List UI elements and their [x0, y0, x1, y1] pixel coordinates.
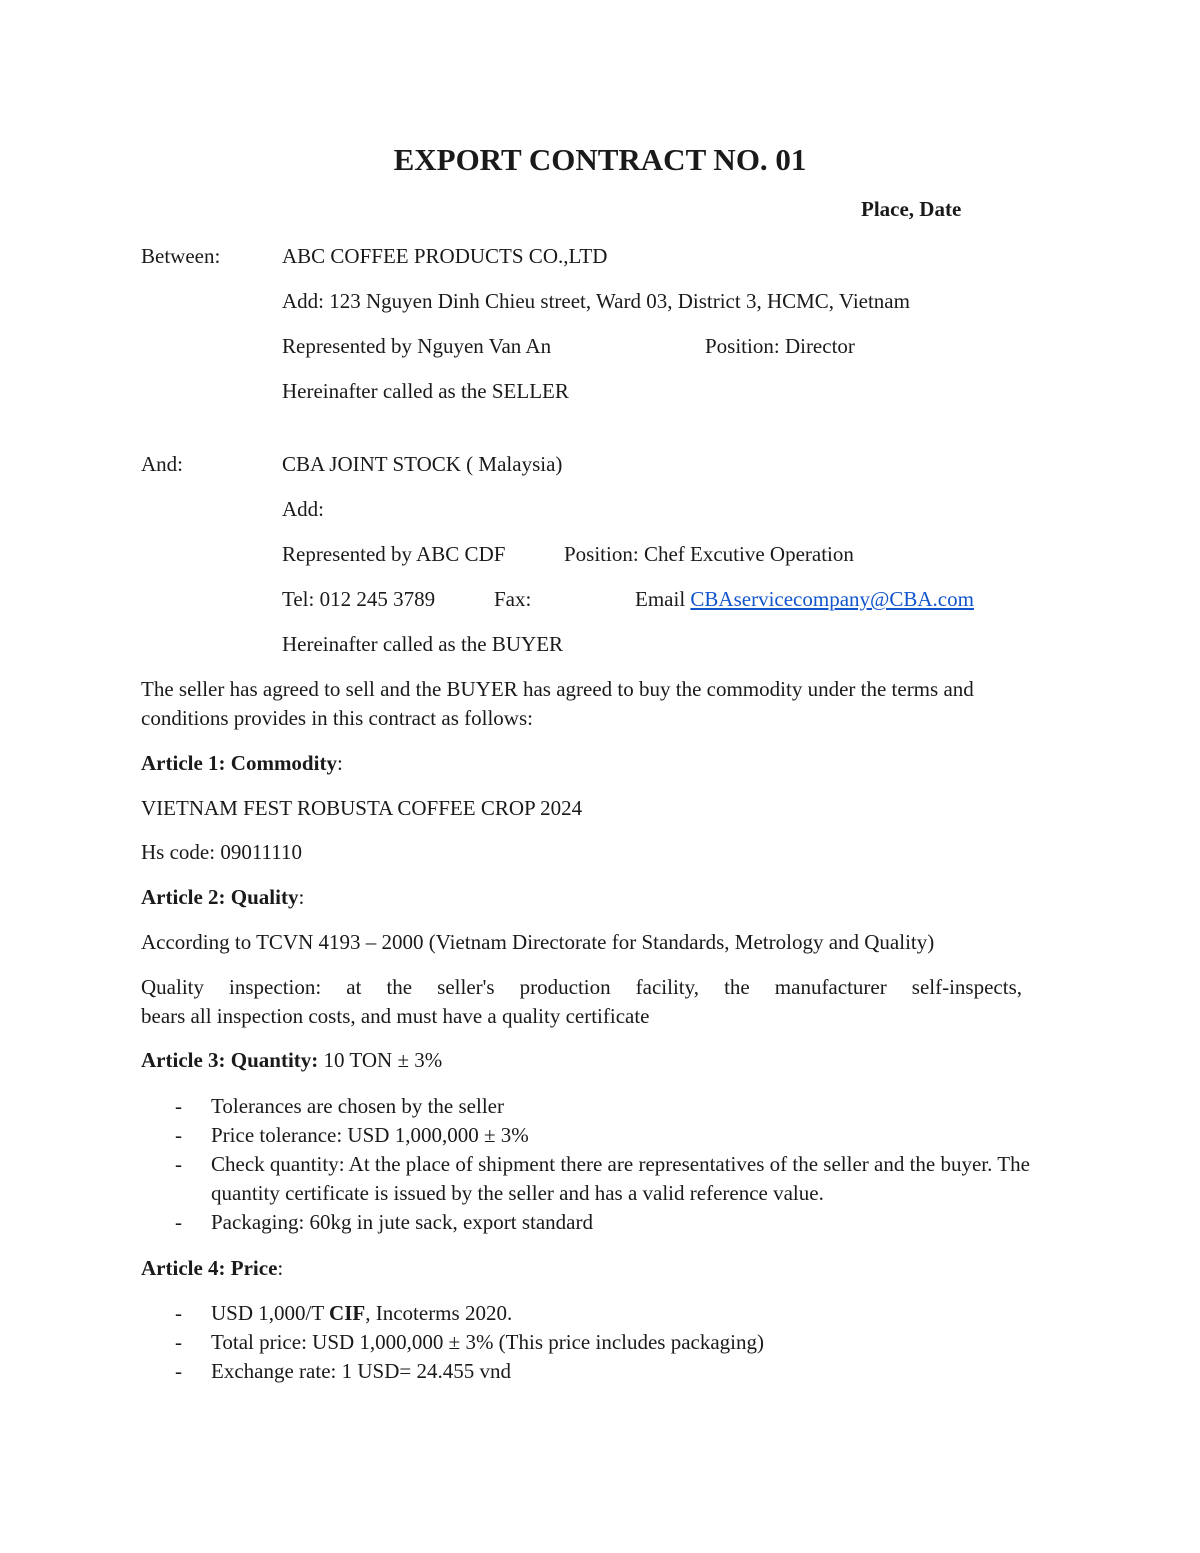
- article1-colon: :: [336, 751, 343, 775]
- article2-colon: :: [298, 885, 305, 909]
- dash-marker: -: [175, 1094, 182, 1118]
- article3-list: [141, 1092, 1041, 1237]
- article3-heading-row: [141, 1047, 442, 1074]
- seller-name: ABC COFFEE PRODUCTS CO.,LTD: [282, 244, 608, 268]
- article2-inspection-line1: Quality inspection: at the seller's production facility, the manufacturer self-inspects,: [141, 975, 1022, 999]
- buyer-address: Add:: [282, 497, 324, 521]
- list-item: [141, 1357, 1041, 1386]
- intro-paragraph: The seller has agreed to sell and the BUYER has agreed to buy the commodity under the terms and conditions provides in this contract as follows:: [141, 677, 974, 730]
- buyer-fax: Fax:: [494, 587, 532, 611]
- list-item: [141, 1299, 1041, 1328]
- article1-commodity: VIETNAM FEST ROBUSTA COFFEE CROP 2024: [141, 796, 583, 820]
- list-item: [141, 1208, 1041, 1237]
- place-date: Place, Date: [861, 197, 962, 221]
- dash-marker: -: [175, 1123, 182, 1147]
- list-item-text: USD 1,000/T: [211, 1301, 330, 1325]
- article3-value: 10 TON ± 3%: [318, 1048, 443, 1072]
- article4-colon: :: [277, 1256, 284, 1280]
- article2-inspection-line2: bears all inspection costs, and must have a quality certificate: [141, 1004, 650, 1028]
- contract-title: EXPORT CONTRACT NO. 01: [393, 142, 807, 177]
- list-item: [141, 1092, 1041, 1121]
- list-item-text: Price tolerance: USD 1,000,000 ± 3%: [211, 1123, 529, 1147]
- list-item: [141, 1328, 1041, 1357]
- article2-heading-row: [141, 884, 304, 911]
- list-item-text: Check quantity: At the place of shipment there are representatives of the seller and the buyer. The quantity certificate is issued by the seller and has a valid reference value.: [211, 1152, 1030, 1205]
- buyer-email-row: [635, 586, 974, 613]
- list-item: [141, 1121, 1041, 1150]
- buyer-email-link[interactable]: CBAservicecompany@CBA.com: [690, 587, 974, 611]
- buyer-represented: Represented by ABC CDF: [282, 542, 506, 566]
- dash-marker: -: [175, 1301, 182, 1325]
- article4-list: [141, 1299, 1041, 1386]
- list-item-text: Exchange rate: 1 USD= 24.455 vnd: [211, 1359, 511, 1383]
- article3-heading: Article 3: Quantity:: [141, 1048, 319, 1072]
- seller-label: Between:: [141, 244, 221, 268]
- buyer-tel: Tel: 012 245 3789: [282, 587, 436, 611]
- buyer-position: Position: Chef Excutive Operation: [564, 542, 854, 566]
- article2-standard: According to TCVN 4193 – 2000 (Vietnam Directorate for Standards, Metrology and Quality): [141, 930, 935, 954]
- dash-marker: -: [175, 1210, 182, 1234]
- buyer-name: CBA JOINT STOCK ( Malaysia): [282, 452, 563, 476]
- dash-marker: -: [175, 1330, 182, 1354]
- article4-heading-row: [141, 1255, 283, 1282]
- article2-heading: Article 2: Quality: [141, 885, 299, 909]
- list-item-text: , Incoterms 2020.: [365, 1301, 513, 1325]
- article1-heading-row: [141, 750, 343, 777]
- seller-address: Add: 123 Nguyen Dinh Chieu street, Ward 03, District 3, HCMC, Vietnam: [282, 289, 910, 313]
- article4-heading: Article 4: Price: [141, 1256, 278, 1280]
- dash-marker: -: [175, 1152, 182, 1176]
- article1-hs-code: Hs code: 09011110: [141, 840, 302, 864]
- incoterm-cif: CIF: [329, 1301, 366, 1325]
- list-item-text: Total price: USD 1,000,000 ± 3% (This price includes packaging): [211, 1330, 765, 1354]
- buyer-email-label: Email: [635, 587, 686, 611]
- dash-marker: -: [175, 1359, 182, 1383]
- list-item-text: Tolerances are chosen by the seller: [211, 1094, 504, 1118]
- seller-position: Position: Director: [705, 334, 855, 358]
- article1-heading: Article 1: Commodity: [141, 751, 337, 775]
- list-item-text: Packaging: 60kg in jute sack, export standard: [211, 1210, 593, 1234]
- seller-hereinafter: Hereinafter called as the SELLER: [282, 379, 569, 403]
- seller-represented: Represented by Nguyen Van An: [282, 334, 552, 358]
- list-item: [141, 1150, 1041, 1208]
- buyer-hereinafter: Hereinafter called as the BUYER: [282, 632, 564, 656]
- buyer-label: And:: [141, 452, 183, 476]
